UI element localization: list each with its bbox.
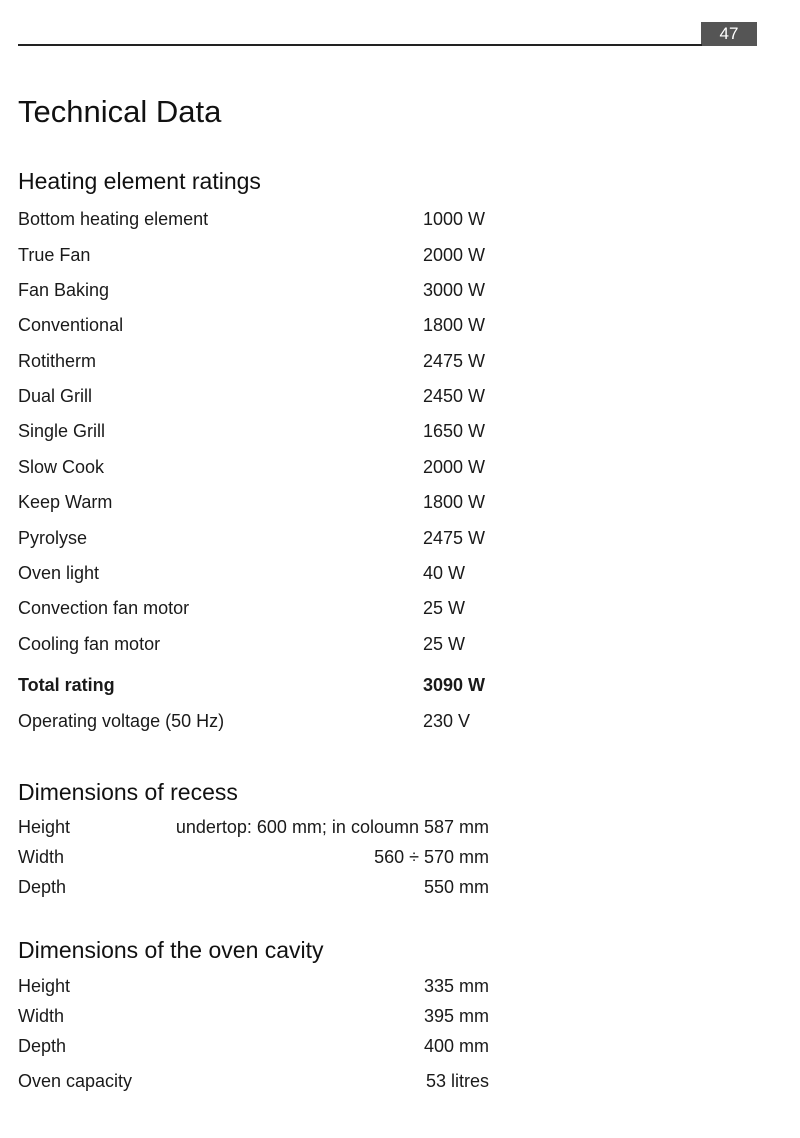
heating-value: 2000 W [423,457,486,477]
cavity-heading: Dimensions of the oven cavity [18,937,324,963]
heating-heading: Heating element ratings [18,168,261,194]
heating-value: 1000 W [423,209,486,229]
recess-value: 560 ÷ 570 mm [374,847,489,867]
cavity-value: 395 mm [423,1006,489,1026]
recess-heading: Dimensions of recess [18,779,238,805]
heating-label: True Fan [18,245,91,265]
voltage-value: 230 V [423,711,471,731]
cavity-label: Height [18,976,71,996]
heating-value: 40 W [423,563,466,583]
heating-value: 1650 W [423,421,486,441]
heating-value: 1800 W [423,492,486,512]
heating-label: Bottom heating element [18,209,209,229]
cavity-label: Width [18,1006,65,1026]
total-rating-label: Total rating [18,675,115,695]
recess-label: Width [18,847,65,867]
heating-value: 2475 W [423,528,486,548]
cavity-value: 335 mm [423,976,489,996]
cavity-label: Depth [18,1036,67,1056]
header-rule [18,44,702,46]
recess-value: undertop: 600 mm; in coloumn 587 mm [175,817,489,837]
heating-label: Single Grill [18,421,106,441]
cavity-value: 400 mm [423,1036,489,1056]
total-rating-value: 3090 W [423,675,486,695]
heating-label: Oven light [18,563,100,583]
cavity-value: 53 litres [425,1071,489,1091]
page-number: 47 [701,22,757,46]
heating-value: 3000 W [423,280,486,300]
recess-label: Depth [18,877,67,897]
recess-label: Height [18,817,71,837]
heating-label: Keep Warm [18,492,113,512]
heating-label: Slow Cook [18,457,105,477]
heating-value: 25 W [423,634,466,654]
recess-value: 550 mm [423,877,489,897]
page-title: Technical Data [18,94,222,129]
heating-value: 2475 W [423,351,486,371]
heating-label: Fan Baking [18,280,110,300]
heating-label: Pyrolyse [18,528,88,548]
heating-value: 25 W [423,598,466,618]
heating-label: Convection fan motor [18,598,190,618]
cavity-label: Oven capacity [18,1071,133,1091]
heating-label: Cooling fan motor [18,634,161,654]
heating-label: Conventional [18,315,124,335]
heating-label: Rotitherm [18,351,97,371]
heating-value: 2000 W [423,245,486,265]
heating-value: 2450 W [423,386,486,406]
voltage-label: Operating voltage (50 Hz) [18,711,225,731]
heating-value: 1800 W [423,315,486,335]
heating-label: Dual Grill [18,386,93,406]
